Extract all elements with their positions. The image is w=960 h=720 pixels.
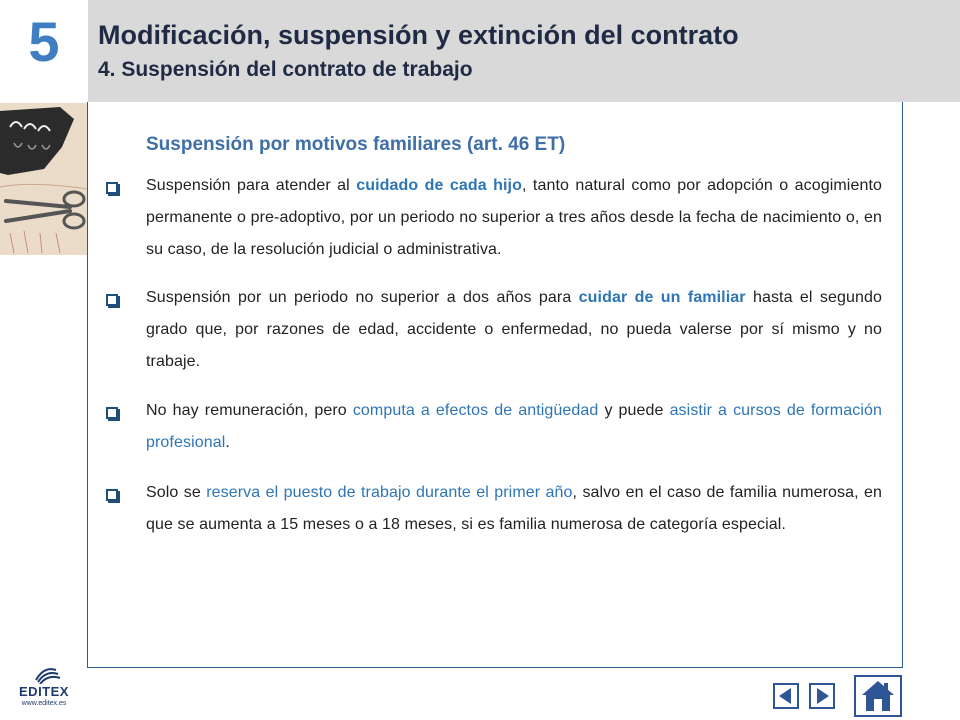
decorative-hands-scissors-image bbox=[0, 103, 88, 255]
checkbox-bullet-icon bbox=[106, 489, 118, 501]
text-segment: Solo se bbox=[146, 484, 207, 501]
text-segment: Suspensión por un periodo no superior a dos años para bbox=[146, 289, 579, 306]
highlight-segment: cuidado de cada hijo bbox=[356, 177, 522, 194]
highlight-segment: asistir a cursos de formación profesional bbox=[146, 402, 882, 451]
highlight-segment: reserva el puesto de trabajo durante el primer año bbox=[206, 484, 573, 501]
checkbox-bullet-icon bbox=[106, 294, 118, 306]
previous-arrow-icon bbox=[775, 685, 797, 707]
text-segment: . bbox=[225, 434, 230, 451]
highlight-segment: cuidar de un familiar bbox=[578, 289, 746, 306]
editex-logo-mark-icon bbox=[14, 664, 74, 684]
text-segment: No hay remuneración, pero bbox=[146, 402, 353, 419]
text-segment: , salvo en el caso de familia numerosa, en que se aumenta a 15 meses o a 18 meses, si es familia numerosa de categoría especial. bbox=[146, 484, 883, 533]
text-segment: , tanto natural como por adopción o acogimiento permanente o pre-adoptivo, por un periodo no superior a tres años desde la fecha de nacimiento o, en su caso, de la resolución judicial o administrativa. bbox=[146, 177, 883, 258]
bullet-text bbox=[146, 395, 882, 459]
text-segment: y puede bbox=[598, 402, 670, 419]
home-icon bbox=[856, 677, 900, 715]
bullet-text bbox=[146, 170, 882, 266]
logo-wordmark: EDITEX bbox=[19, 684, 69, 699]
editex-logo bbox=[14, 664, 74, 714]
home-button[interactable] bbox=[854, 675, 902, 717]
next-arrow-icon bbox=[811, 685, 833, 707]
previous-slide-button[interactable] bbox=[773, 683, 799, 709]
text-segment: Suspensión para atender al bbox=[146, 177, 357, 194]
chapter-number: 5 bbox=[28, 10, 60, 73]
page-subtitle: 4. Suspensión del contrato de trabajo bbox=[98, 58, 473, 81]
bullet-text bbox=[146, 282, 882, 378]
page-title: Modificación, suspensión y extinción del contrato bbox=[98, 20, 739, 50]
section-heading: Suspensión por motivos familiares (art. 46 ET) bbox=[146, 134, 566, 155]
checkbox-bullet-icon bbox=[106, 407, 118, 419]
header-band bbox=[88, 0, 960, 102]
bullet-text bbox=[146, 477, 882, 541]
highlight-segment: computa a efectos de antigüedad bbox=[352, 402, 599, 419]
checkbox-bullet-icon bbox=[106, 182, 118, 194]
text-segment: hasta el segundo grado que, por razones de edad, accidente o enfermedad, no pueda valerse por sí mismo y no trabaje. bbox=[146, 289, 882, 370]
logo-url: www.editex.es bbox=[21, 700, 67, 707]
next-slide-button[interactable] bbox=[809, 683, 835, 709]
